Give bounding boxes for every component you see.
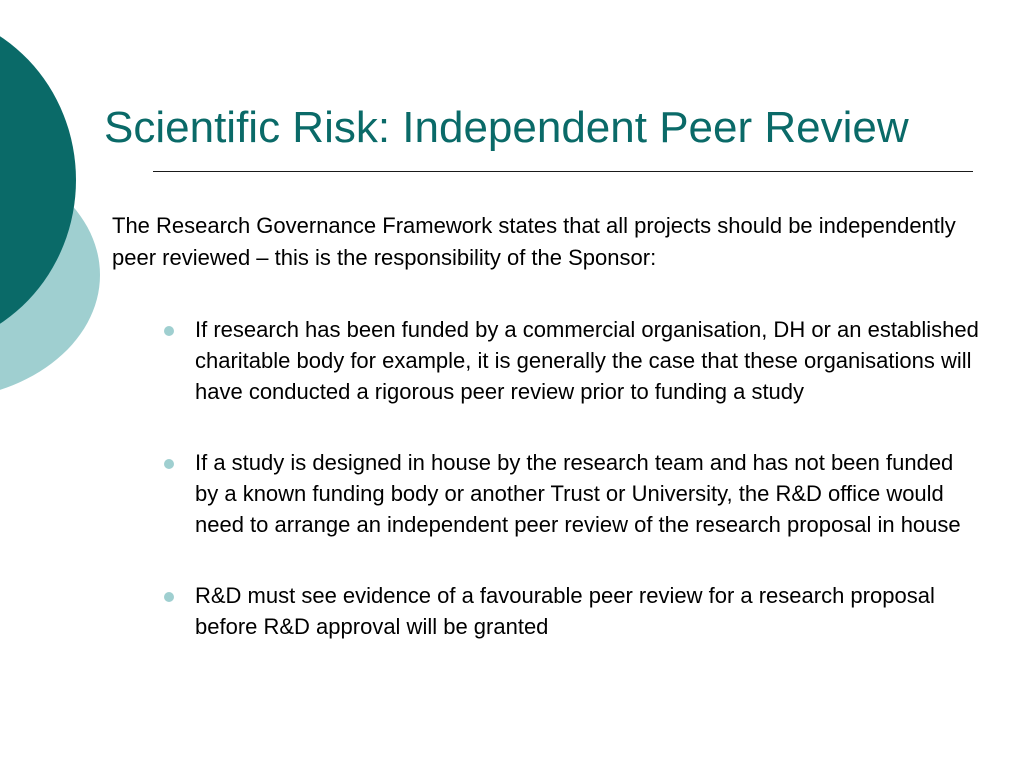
bullet-dot-icon	[164, 326, 174, 336]
title-divider	[153, 171, 973, 172]
intro-paragraph: The Research Governance Framework states that all projects should be independently peer reviewed – this is the responsibility of the Sponsor:	[112, 213, 956, 270]
bullet-item-rd-approval	[160, 580, 980, 642]
slide-title: Scientific Risk: Independent Peer Review	[104, 103, 909, 152]
bullet-text: If a study is designed in house by the research team and has not been funded by a known funding body or another Trust or University, the R&D office would need to arrange an independent peer review of the research proposal in house	[195, 450, 961, 537]
bullet-item-in-house-study	[160, 447, 980, 540]
bullet-dot-icon	[164, 459, 174, 469]
bullet-dot-icon	[164, 592, 174, 602]
bullet-text: R&D must see evidence of a favourable peer review for a research proposal before R&D approval will be granted	[195, 583, 935, 639]
bullet-item-funded-research	[160, 314, 980, 407]
bullet-list	[160, 314, 980, 682]
bullet-text: If research has been funded by a commercial organisation, DH or an established charitable body for example, it is generally the case that these organisations will have conducted a rigorous peer review prior to funding a study	[195, 317, 979, 404]
